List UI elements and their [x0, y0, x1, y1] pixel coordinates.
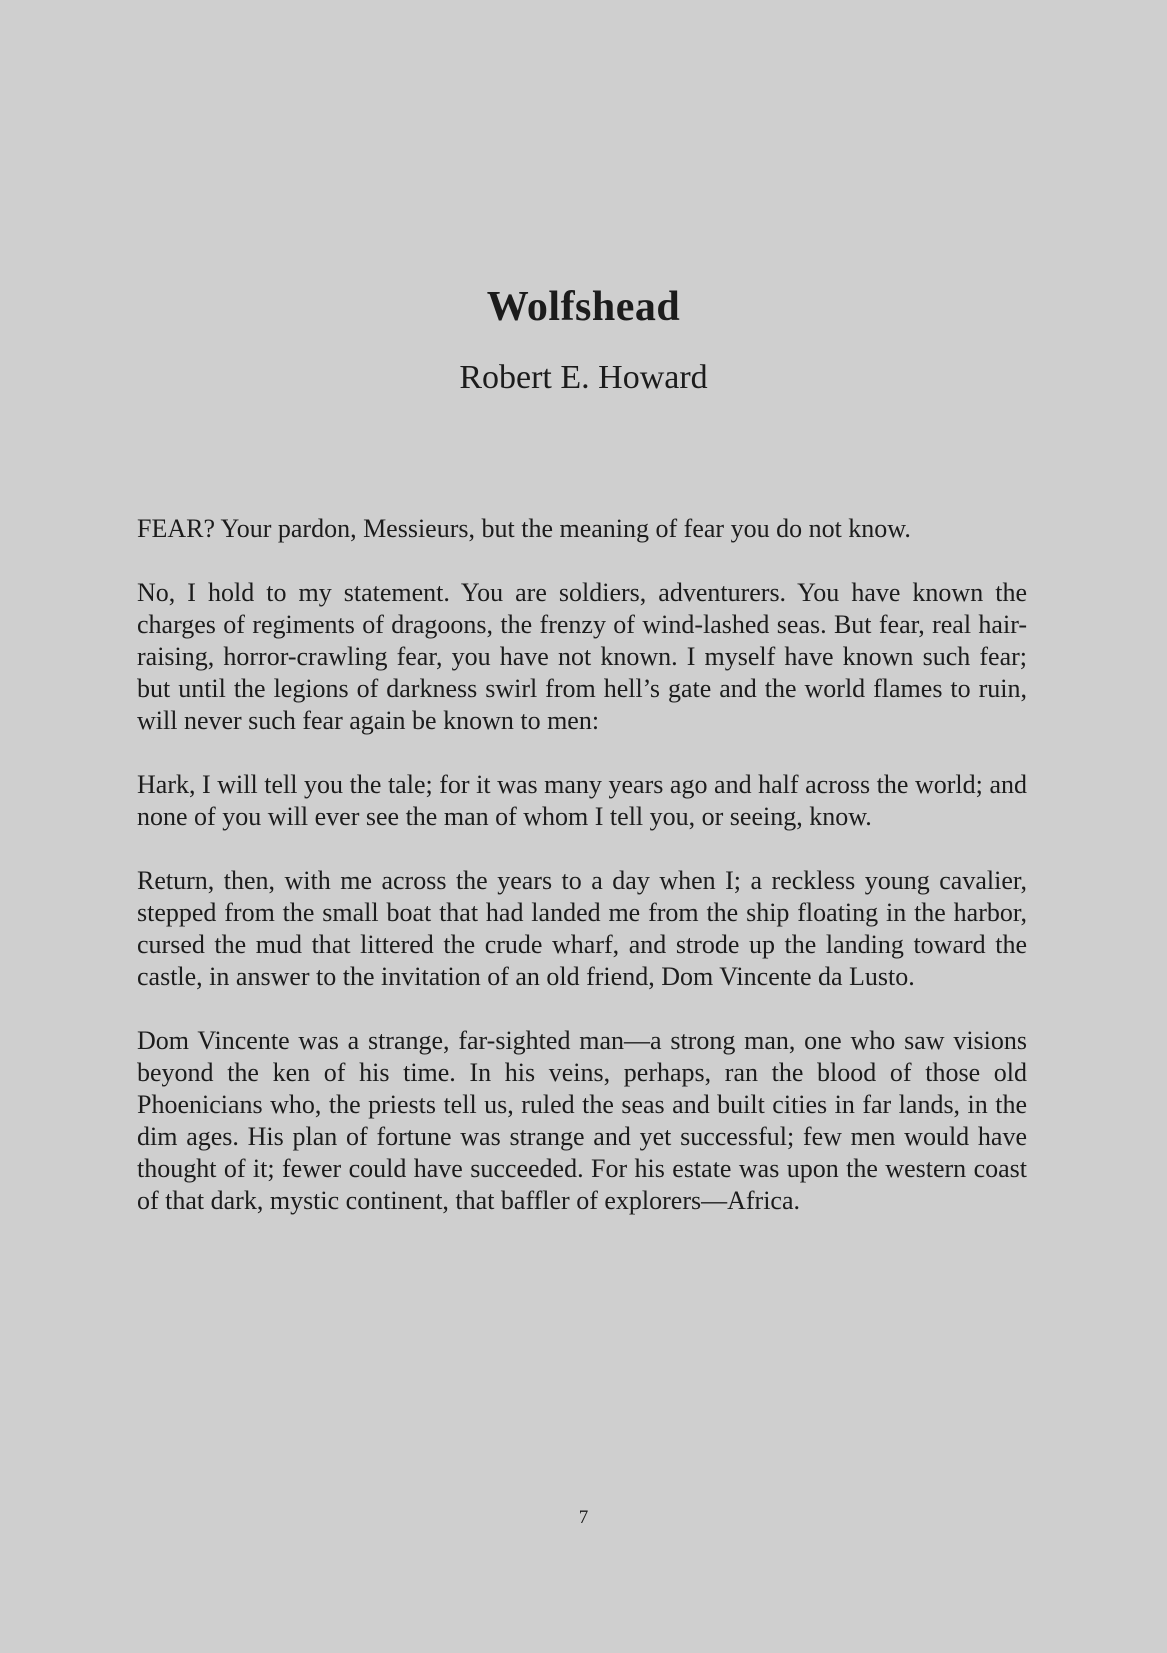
paragraph-1: FEAR? Your pardon, Messieurs, but the meaning of fear you do not know.	[137, 514, 911, 543]
story-title: Wolfshead	[486, 284, 681, 330]
paragraph-5: Dom Vincente was a strange, far-sighted man—a strong man, one who saw visions beyond the ken of his time. In his veins, perhaps, ran the blood of those old Phoenicians who, the priests tell us, ruled the seas and built cities in far lands, in the dim ages. His plan of fortune was strange and yet successful; few men would have thought of it; fewer could have succeeded. For his estate was upon the western coast of that dark, mystic continent, that baffler of explorers—Africa.	[137, 1026, 1027, 1215]
paragraph-4: Return, then, with me across the years to a day when I; a reckless young cavalier, stepped from the small boat that had landed me from the ship floating in the harbor, cursed the mud that littered the crude wharf, and strode up the landing toward the castle, in answer to the invitation of an old friend, Dom Vincente da Lusto.	[137, 866, 1027, 991]
paragraph-3: Hark, I will tell you the tale; for it was many years ago and half across the world; and none of you will ever see the man of whom I tell you, or seeing, know.	[137, 770, 1027, 831]
author-name: Robert E. Howard	[459, 359, 708, 396]
paragraph-2: No, I hold to my statement. You are soldiers, adventurers. You have known the charges of regiments of dragoons, the frenzy of wind-lashed seas. But fear, real hair-raising, horror-crawling fear, you have not known. I myself have known such fear; but until the legions of darkness swirl from hell’s gate and the world flames to ruin, will never such fear again be known to men:	[137, 578, 1027, 735]
story-body	[137, 513, 1027, 1249]
page-number: 7	[578, 1507, 589, 1528]
